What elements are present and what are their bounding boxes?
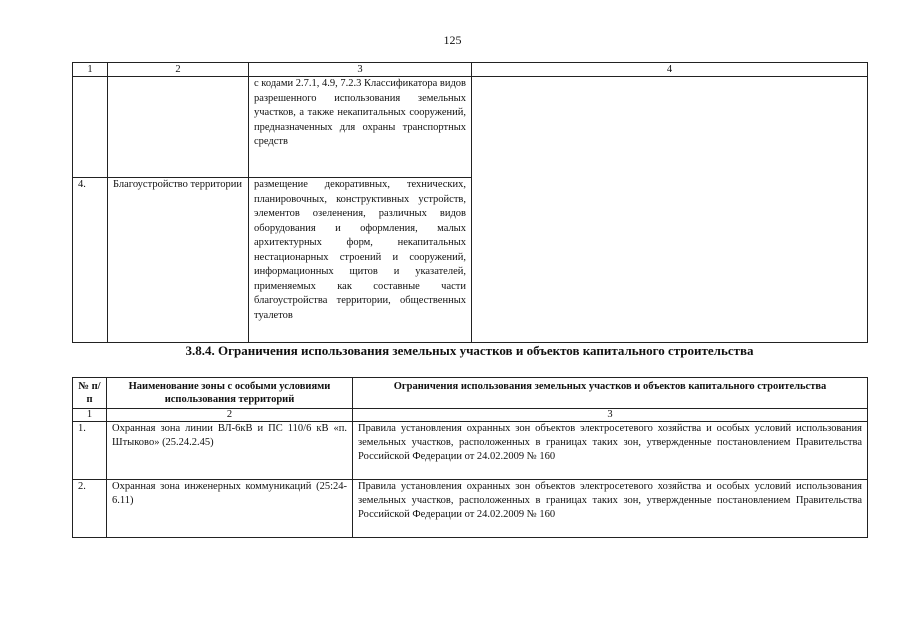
header-zone: Наименование зоны с особыми условиями использования территорий (107, 378, 353, 409)
column-number: 3 (353, 409, 868, 422)
row-number: 2. (73, 480, 107, 538)
zone-name: Охранная зона инженерных коммуникаций (25:24-6.11) (107, 480, 353, 538)
row-number: 1. (73, 422, 107, 480)
zone-name: Охранная зона линии ВЛ-6кВ и ПС 110/6 кВ «п. Штыково» (25.24.2.45) (107, 422, 353, 480)
row-number (73, 77, 108, 178)
section-heading: 3.8.4. Ограничения использования земельных участков и объектов капитального строительства (185, 343, 754, 358)
land-use-table (72, 62, 868, 343)
table-row (73, 480, 868, 538)
column-number: 4 (472, 63, 868, 77)
table-row (73, 422, 868, 480)
column-number: 3 (249, 63, 472, 77)
restriction-text: Правила установления охранных зон объектов электросетевого хозяйства и особых условий использования земельных участков, расположенных в границах таких зон, утвержденные постановлением Правительства Российской Федерации от 24.02.2009 № 160 (353, 422, 868, 480)
table-column-numbers (73, 409, 868, 422)
use-type-description: с кодами 2.7.1, 4.9, 7.2.3 Классификатора видов разрешенного использования земельных участков, а также некапитальных сооружений, предназначенных для охраны транспортных средств (249, 77, 472, 178)
parameters-cell (472, 77, 868, 343)
table-row (73, 77, 868, 178)
table-header (73, 378, 868, 409)
column-number: 2 (107, 409, 353, 422)
column-number: 1 (73, 409, 107, 422)
use-type-description: размещение декоративных, технических, планировочных, конструктивных устройств, элементов озеленения, различных видов оборудования и оформления, малых архитектурных форм, некапитальных нестационарных строений и сооружений, информационных щитов и указателей, применяемых как составные части благоустройства территории, общественных туалетов (249, 178, 472, 343)
page-number: 125 (443, 33, 462, 47)
header-restrictions: Ограничения использования земельных участков и объектов капитального строительства (353, 378, 868, 409)
header-number: № п/п (73, 378, 107, 409)
restriction-text: Правила установления охранных зон объектов электросетевого хозяйства и особых условий использования земельных участков, расположенных в границах таких зон, утвержденные постановлением Правительства Российской Федерации от 24.02.2009 № 160 (353, 480, 868, 538)
table-column-numbers (73, 63, 868, 77)
use-type-name (108, 77, 249, 178)
column-number: 2 (108, 63, 249, 77)
restrictions-table (72, 377, 868, 538)
row-number: 4. (73, 178, 108, 343)
use-type-name: Благоустройство территории (108, 178, 249, 343)
column-number: 1 (73, 63, 108, 77)
